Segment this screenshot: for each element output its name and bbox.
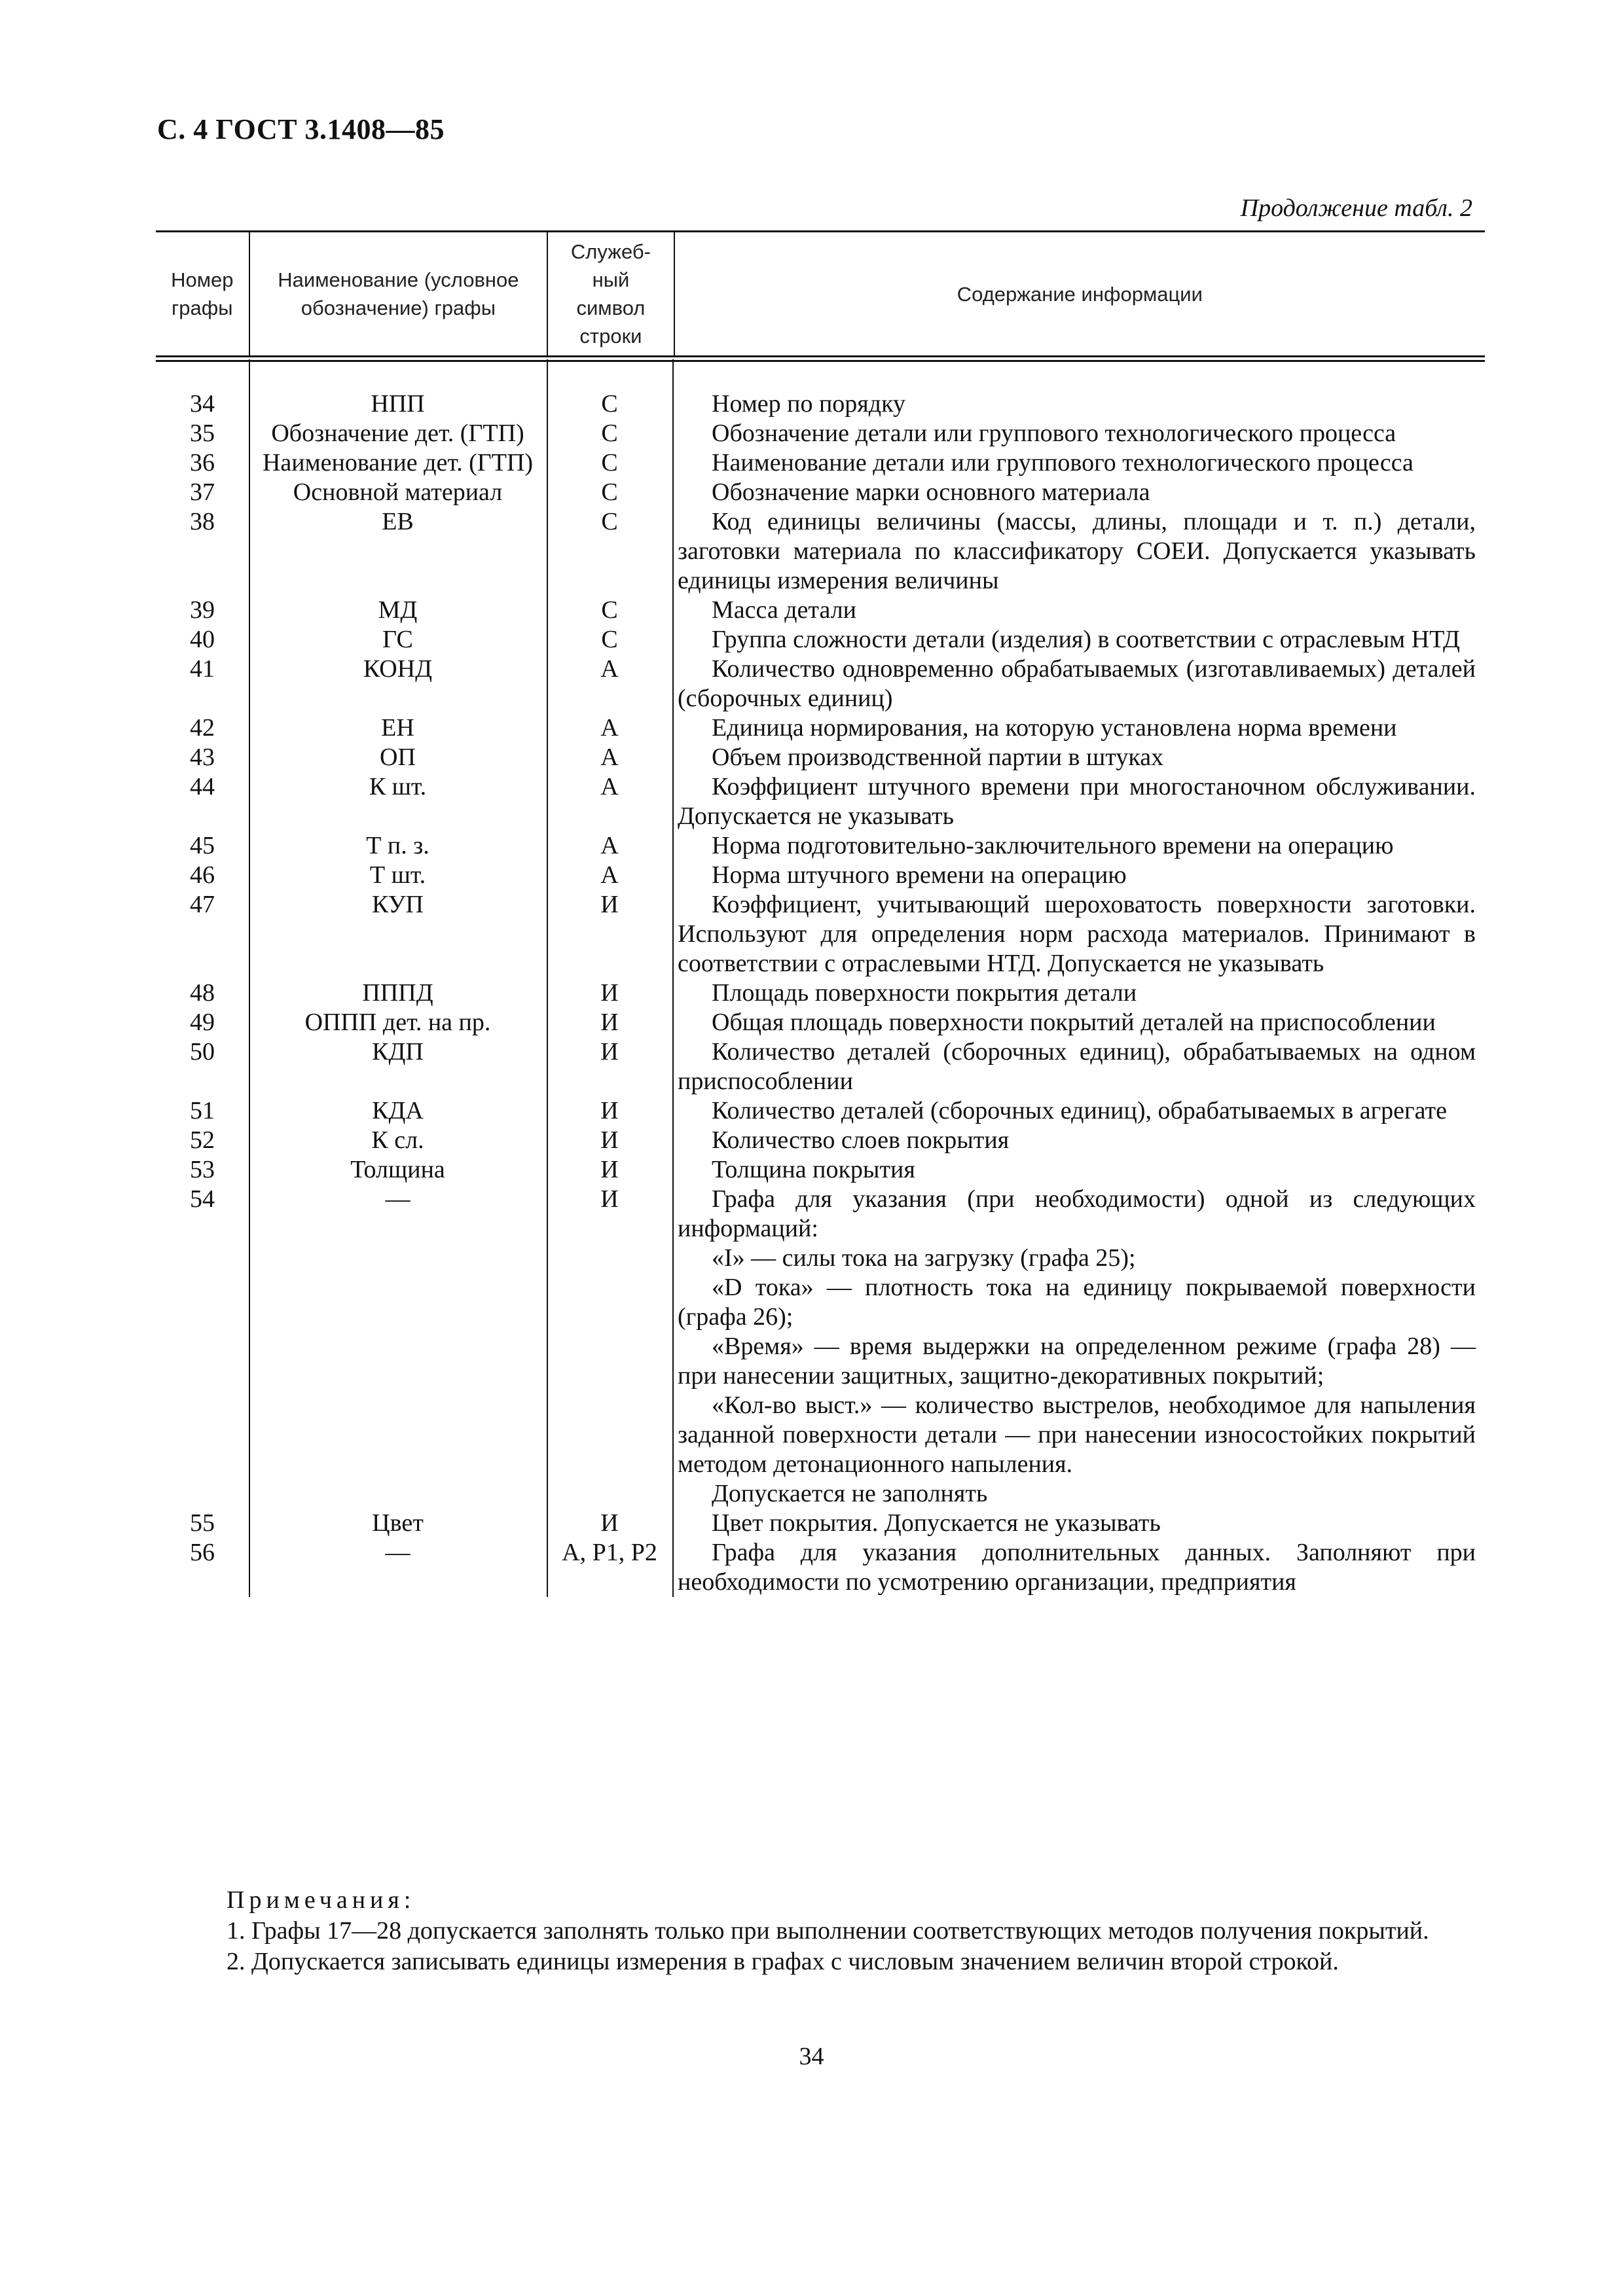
row-info-paragraph: Коэффициент штучного времени при многостаночном обслуживании. Допускается не указывать bbox=[678, 773, 1476, 830]
table-row bbox=[156, 1509, 1485, 1538]
row-number: 53 bbox=[190, 1156, 215, 1183]
row-info-paragraph: Коэффициент, учитывающий шероховатость поверхности заготовки. Используют для определения норм расхода материалов. Принимают в соответствии с отраслевыми НТД. Допускается не указывать bbox=[678, 891, 1476, 977]
table-row bbox=[156, 713, 1485, 743]
row-info-paragraph: «D тока» — плотность тока на единицу покрываемой поверхности (графа 26); bbox=[678, 1274, 1476, 1331]
row-number: 47 bbox=[190, 891, 215, 918]
row-symbol: И bbox=[600, 891, 619, 918]
row-name: Основной материал bbox=[293, 478, 503, 506]
row-info-paragraph: Площадь поверхности покрытия детали bbox=[712, 979, 1137, 1007]
row-symbol: А bbox=[600, 655, 619, 683]
table-row bbox=[156, 831, 1485, 861]
table-row bbox=[156, 625, 1485, 655]
row-symbol: И bbox=[600, 1156, 619, 1183]
column-header-symbol-line: символ bbox=[576, 296, 646, 319]
row-info-paragraph: Количество деталей (сборочных единиц), обрабатываемых на одном приспособлении bbox=[678, 1038, 1476, 1095]
row-info-paragraph: «I» — силы тока на загрузку (графа 25); bbox=[712, 1244, 1136, 1272]
row-info bbox=[672, 743, 1485, 772]
column-header-symbol-line: ный bbox=[592, 268, 630, 291]
table-row bbox=[156, 1126, 1485, 1155]
row-name: КОНД bbox=[363, 655, 433, 683]
row-name: НПП bbox=[371, 390, 425, 418]
table-row bbox=[156, 743, 1485, 772]
row-symbol: С bbox=[601, 596, 618, 624]
row-info-paragraph: Цвет покрытия. Допускается не указывать bbox=[712, 1509, 1161, 1537]
row-symbol: И bbox=[600, 1038, 619, 1066]
row-info-paragraph: Масса детали bbox=[712, 596, 856, 624]
table-row bbox=[156, 1155, 1485, 1185]
column-divider bbox=[249, 359, 250, 1597]
row-name: КДА bbox=[372, 1097, 424, 1124]
row-info bbox=[672, 1096, 1485, 1126]
column-divider bbox=[547, 359, 548, 1597]
row-name: ОППП дет. на пр. bbox=[304, 1009, 491, 1036]
row-info-paragraph: Код единицы величины (массы, длины, площади и т. п.) детали, заготовки материала по классификатору СОЕИ. Допускается указывать единицы измерения величины bbox=[678, 508, 1476, 594]
row-info-paragraph: Толщина покрытия bbox=[712, 1156, 915, 1183]
table-row bbox=[156, 1538, 1485, 1597]
row-info bbox=[672, 1509, 1485, 1538]
row-symbol: А bbox=[600, 714, 619, 742]
row-info bbox=[672, 1008, 1485, 1037]
row-info bbox=[672, 978, 1485, 1008]
column-header-symbol-line: Служеб- bbox=[570, 240, 651, 263]
row-symbol: И bbox=[600, 1185, 619, 1213]
column-header-name-line: обозначение) графы bbox=[301, 296, 496, 319]
row-symbol: А bbox=[600, 832, 619, 859]
row-info bbox=[672, 419, 1485, 448]
row-number: 52 bbox=[190, 1126, 215, 1154]
row-name: К сл. bbox=[371, 1126, 424, 1154]
row-info-paragraph: Количество слоев покрытия bbox=[712, 1126, 1010, 1154]
column-divider bbox=[672, 359, 674, 1597]
table-row bbox=[156, 1185, 1485, 1509]
row-info bbox=[672, 1037, 1485, 1096]
table-row bbox=[156, 419, 1485, 448]
row-info bbox=[672, 448, 1485, 478]
row-name: Т шт. bbox=[369, 861, 426, 889]
row-symbol: А bbox=[600, 861, 619, 889]
row-number: 37 bbox=[190, 478, 215, 506]
row-symbol: С bbox=[601, 508, 618, 535]
row-symbol: А, Р1, Р2 bbox=[562, 1539, 657, 1566]
row-number: 35 bbox=[190, 420, 215, 447]
table-body bbox=[156, 389, 1485, 1597]
table-row bbox=[156, 596, 1485, 625]
row-info-paragraph: Наименование детали или группового технологического процесса bbox=[712, 449, 1413, 476]
row-symbol: И bbox=[600, 979, 619, 1007]
row-info-paragraph: Обозначение марки основного материала bbox=[712, 478, 1150, 506]
row-info bbox=[672, 831, 1485, 861]
table-row bbox=[156, 478, 1485, 507]
row-number: 43 bbox=[190, 744, 215, 771]
column-header-number-line: графы bbox=[172, 296, 233, 319]
row-symbol: С bbox=[601, 449, 618, 476]
table-continuation-label: Продолжение табл. 2 bbox=[1240, 194, 1472, 222]
row-symbol: С bbox=[601, 478, 618, 506]
page-number: 34 bbox=[799, 2043, 824, 2070]
row-info bbox=[672, 596, 1485, 625]
note-item: 1. Графы 17—28 допускается заполнять только при выполнении соответствующих методов получения покрытий. bbox=[227, 1917, 1429, 1945]
row-number: 40 bbox=[190, 626, 215, 653]
row-info bbox=[672, 772, 1485, 831]
row-name: ОП bbox=[380, 744, 416, 771]
notes-title: Примечания: bbox=[227, 1886, 416, 1914]
row-symbol: И bbox=[600, 1126, 619, 1154]
row-number: 55 bbox=[190, 1509, 215, 1537]
row-symbol: И bbox=[600, 1097, 619, 1124]
notes-section bbox=[156, 1885, 1485, 1977]
row-number: 51 bbox=[190, 1097, 215, 1124]
row-info-paragraph: Количество деталей (сборочных единиц), обрабатываемых в агрегате bbox=[712, 1097, 1447, 1124]
row-info-paragraph: Количество одновременно обрабатываемых (изготавливаемых) деталей (сборочных единиц) bbox=[678, 655, 1476, 712]
row-info-paragraph: Номер по порядку bbox=[712, 390, 906, 418]
row-info bbox=[672, 890, 1485, 978]
row-name: Цвет bbox=[372, 1509, 424, 1537]
row-info-paragraph: «Время» — время выдержки на определенном режиме (графа 28) — при нанесении защитных, защитно-декоративных покрытий; bbox=[678, 1333, 1476, 1390]
row-info bbox=[672, 655, 1485, 713]
row-name: КДП bbox=[372, 1038, 424, 1066]
row-info bbox=[672, 1155, 1485, 1185]
row-symbol: С bbox=[601, 626, 618, 653]
table-row bbox=[156, 890, 1485, 978]
row-number: 54 bbox=[190, 1185, 215, 1213]
row-name: КУП bbox=[372, 891, 424, 918]
column-header-symbol bbox=[547, 232, 673, 355]
row-symbol: С bbox=[601, 420, 618, 447]
row-number: 42 bbox=[190, 714, 215, 742]
row-name: — bbox=[385, 1539, 410, 1566]
row-info-paragraph: Норма штучного времени на операцию bbox=[712, 861, 1127, 889]
table-row bbox=[156, 1096, 1485, 1126]
row-number: 48 bbox=[190, 979, 215, 1007]
table-row bbox=[156, 1037, 1485, 1096]
row-name: Толщина bbox=[350, 1156, 445, 1183]
row-info-paragraph: Графа для указания дополнительных данных. Заполняют при необходимости по усмотрению организации, предприятия bbox=[678, 1539, 1476, 1596]
data-table bbox=[156, 230, 1485, 1597]
row-info bbox=[672, 478, 1485, 507]
row-info-paragraph: Графа для указания (при необходимости) одной из следующих информаций: bbox=[678, 1185, 1476, 1242]
note-item: 2. Допускается записывать единицы измерения в графах с числовым значением величин второй строкой. bbox=[227, 1948, 1339, 1975]
header-double-rule bbox=[156, 357, 1485, 362]
table-row bbox=[156, 772, 1485, 831]
row-info bbox=[672, 1538, 1485, 1597]
column-header-number-line: Номер bbox=[171, 268, 234, 291]
table-row bbox=[156, 655, 1485, 713]
row-info bbox=[672, 861, 1485, 890]
page-header: С. 4 ГОСТ 3.1408—85 bbox=[157, 113, 445, 145]
row-info-paragraph: Объем производственной партии в штуках bbox=[712, 744, 1164, 771]
row-name: ЕН bbox=[381, 714, 414, 742]
row-name: ГС bbox=[382, 626, 413, 653]
column-header-number bbox=[156, 232, 249, 355]
row-info bbox=[672, 713, 1485, 743]
row-name: — bbox=[385, 1185, 410, 1213]
row-symbol: И bbox=[600, 1009, 619, 1036]
row-info-paragraph: Общая площадь поверхности покрытий деталей на приспособлении bbox=[712, 1009, 1436, 1036]
row-symbol: И bbox=[600, 1509, 619, 1537]
table-header bbox=[156, 232, 1485, 357]
row-number: 41 bbox=[190, 655, 215, 683]
table-row bbox=[156, 448, 1485, 478]
row-info bbox=[672, 1185, 1485, 1509]
row-number: 56 bbox=[190, 1539, 215, 1566]
row-name: Т п. з. bbox=[366, 832, 429, 859]
row-symbol: С bbox=[601, 390, 618, 418]
row-info-paragraph: Обозначение детали или группового технологического процесса bbox=[712, 420, 1396, 447]
row-info bbox=[672, 389, 1485, 419]
row-number: 34 bbox=[190, 390, 215, 418]
row-info bbox=[672, 507, 1485, 596]
row-name: Наименование дет. (ГТП) bbox=[262, 449, 534, 476]
row-symbol: А bbox=[600, 744, 619, 771]
column-header-symbol-line: строки bbox=[579, 325, 642, 348]
row-name: Обозначение дет. (ГТП) bbox=[271, 420, 524, 447]
row-number: 50 bbox=[190, 1038, 215, 1066]
row-number: 45 bbox=[190, 832, 215, 859]
row-info bbox=[672, 1126, 1485, 1155]
row-number: 46 bbox=[190, 861, 215, 889]
row-info-paragraph: Группа сложности детали (изделия) в соответствии с отраслевым НТД bbox=[712, 626, 1460, 653]
column-header-info: Содержание информации bbox=[674, 232, 1485, 355]
table-row bbox=[156, 978, 1485, 1008]
column-header-name bbox=[249, 232, 547, 355]
table-row bbox=[156, 861, 1485, 890]
row-number: 38 bbox=[190, 508, 215, 535]
row-info bbox=[672, 625, 1485, 655]
row-number: 49 bbox=[190, 1009, 215, 1036]
column-header-name-line: Наименование (условное bbox=[278, 268, 519, 291]
row-info-paragraph: Норма подготовительно-заключительного времени на операцию bbox=[712, 832, 1394, 859]
row-name: ЕВ bbox=[382, 508, 414, 535]
row-symbol: А bbox=[600, 773, 619, 800]
row-info-paragraph: «Кол-во выст.» — количество выстрелов, необходимое для напыления заданной поверхности детали — при нанесении износостойких покрытий методом детонационного напыления. bbox=[678, 1391, 1476, 1478]
row-info-paragraph: Допускается не заполнять bbox=[712, 1480, 988, 1507]
row-name: ПППД bbox=[362, 979, 433, 1007]
row-name: МД bbox=[378, 596, 418, 624]
row-number: 39 bbox=[190, 596, 215, 624]
table-row bbox=[156, 507, 1485, 596]
row-number: 44 bbox=[190, 773, 215, 800]
table-row bbox=[156, 389, 1485, 419]
row-info-paragraph: Единица нормирования, на которую установлена норма времени bbox=[712, 714, 1397, 742]
row-number: 36 bbox=[190, 449, 215, 476]
row-name: К шт. bbox=[369, 773, 427, 800]
table-row bbox=[156, 1008, 1485, 1037]
